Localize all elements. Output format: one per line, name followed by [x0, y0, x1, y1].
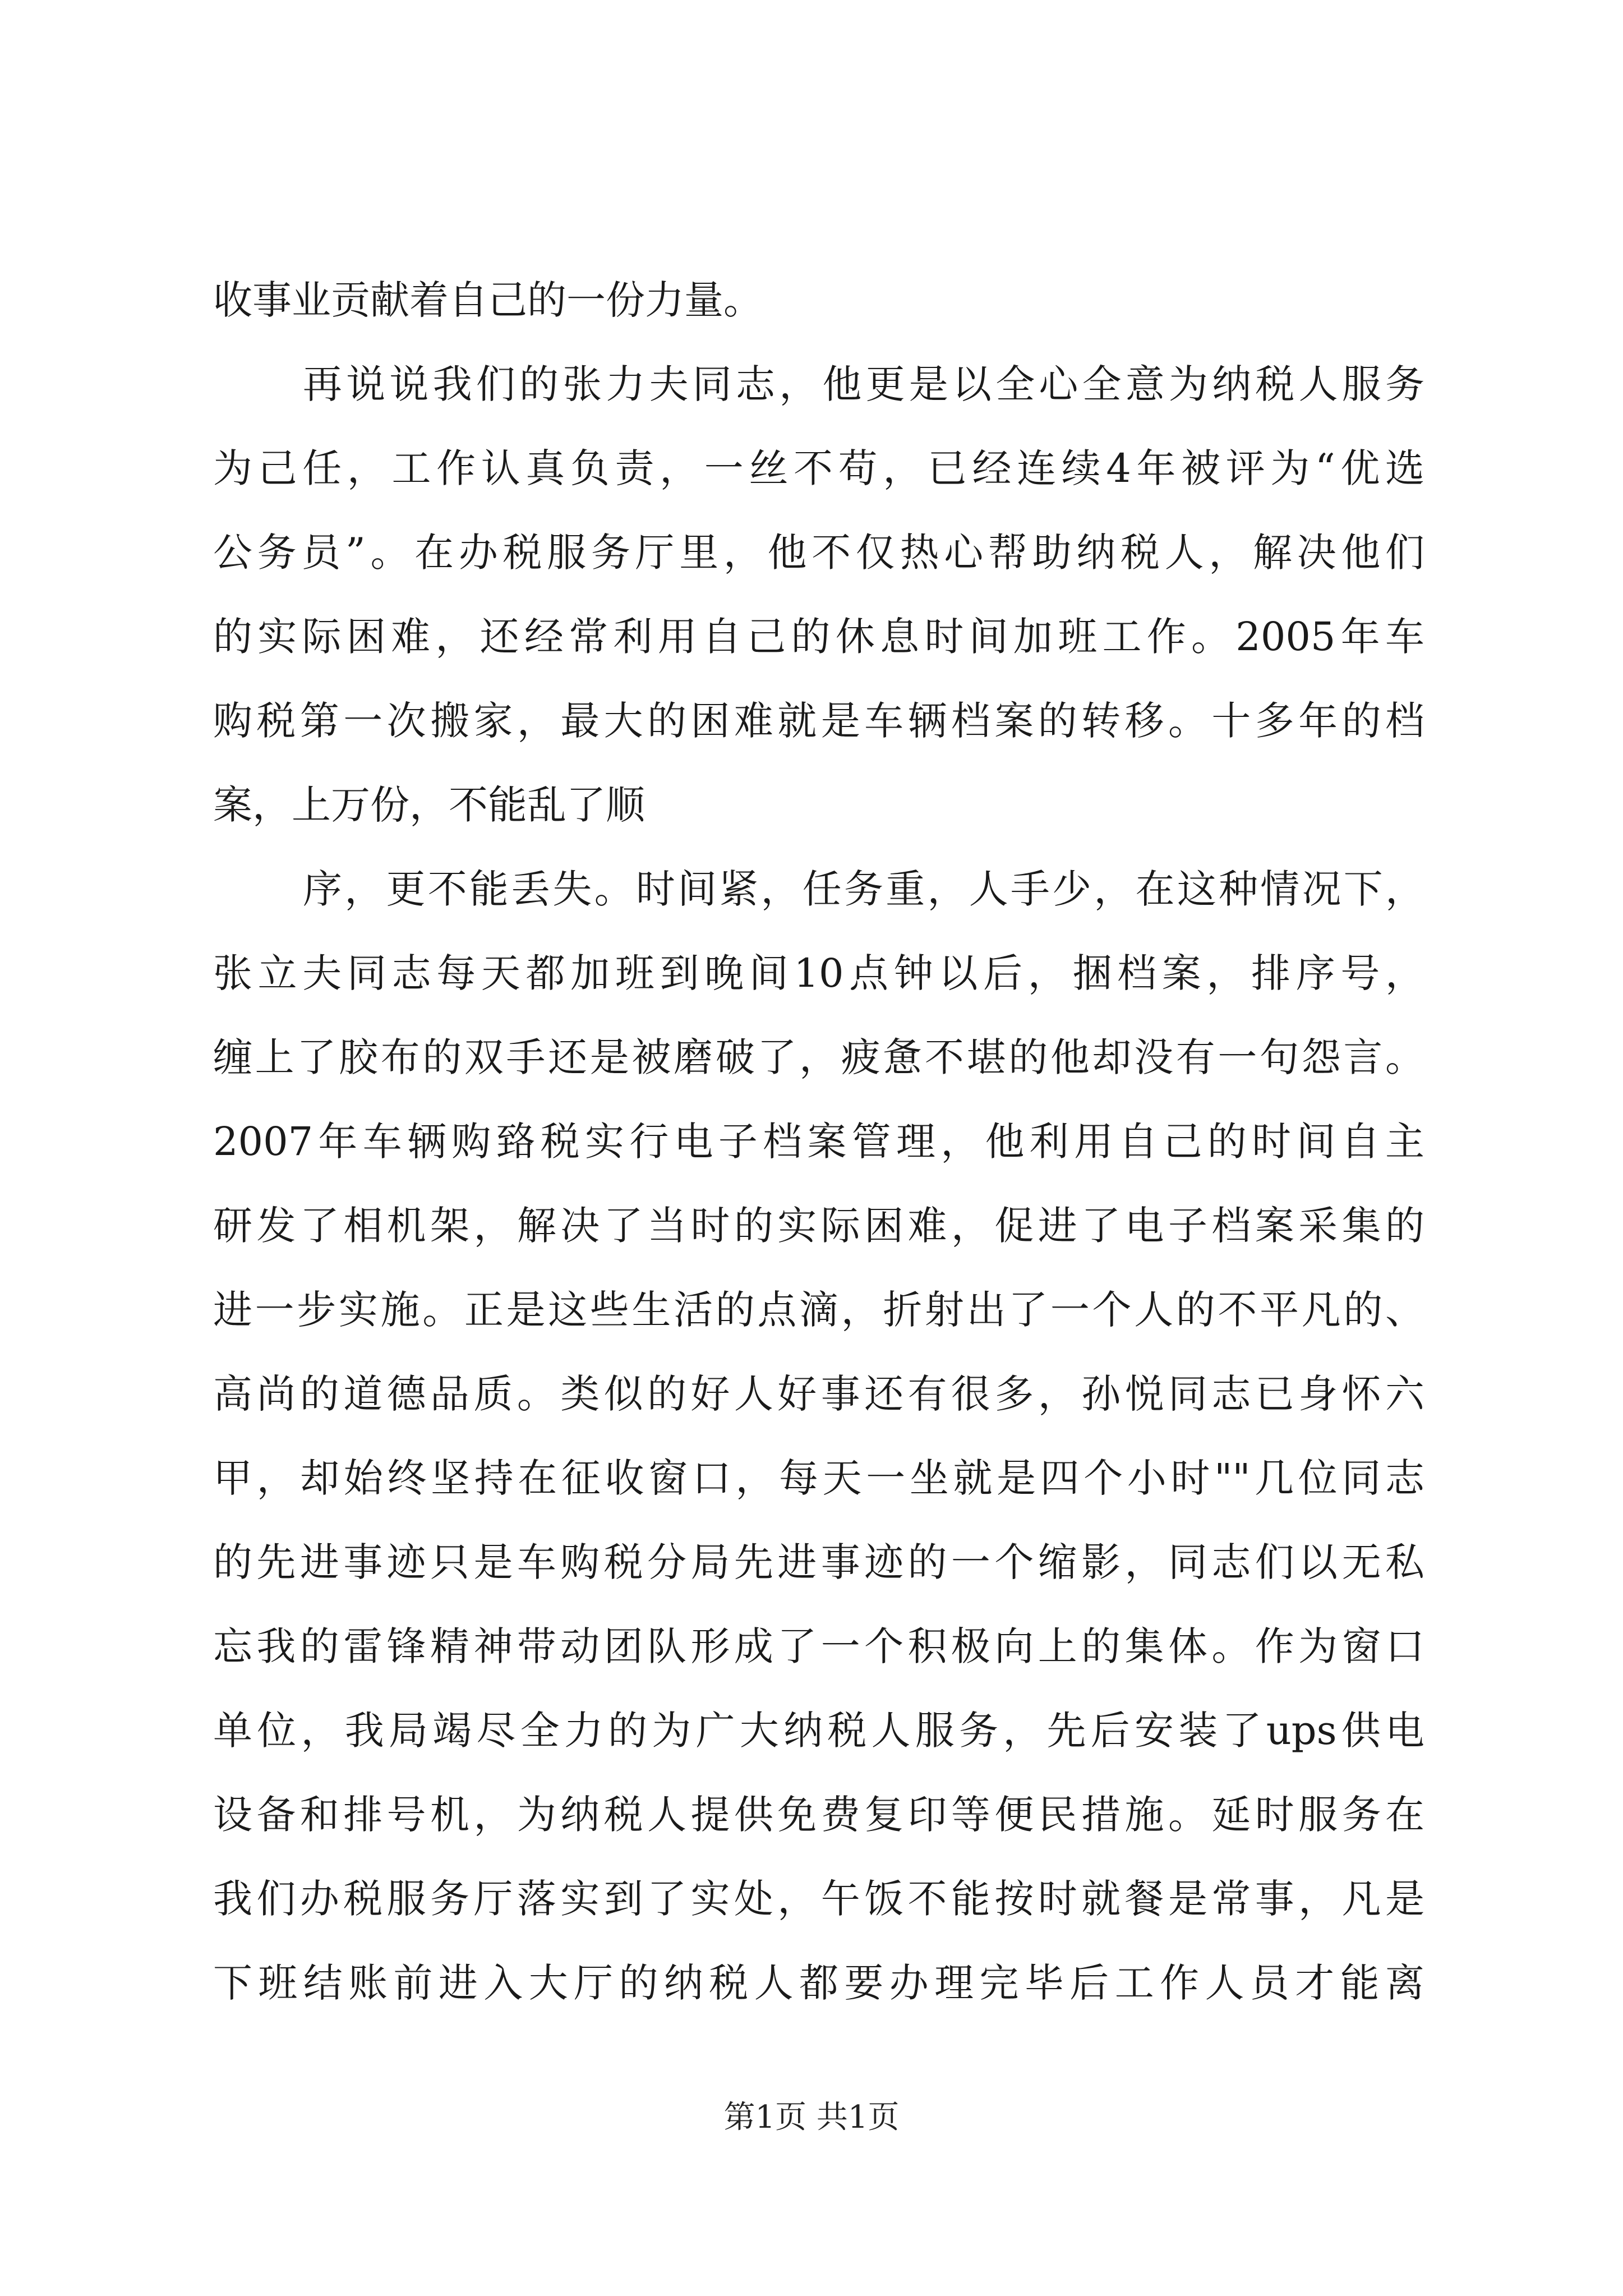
text-line: 的实际困难，还经常利用自己的休息时间加班工作。2005年车	[213, 614, 1424, 660]
text-line: 下班结账前进入大厅的纳税人都要办理完毕后工作人员才能离	[213, 1960, 1424, 2006]
text-line: 收事业贡献着自己的一份力量。	[213, 277, 763, 323]
text-line: 高尚的道德品质。类似的好人好事还有很多，孙悦同志已身怀六	[213, 1371, 1424, 1417]
text-line: 设备和排号机，为纳税人提供免费复印等便民措施。延时服务在	[213, 1792, 1424, 1838]
page-number-footer: 第1页 共1页	[723, 2099, 900, 2136]
text-line: 忘我的雷锋精神带动团队形成了一个积极向上的集体。作为窗口	[213, 1623, 1424, 1669]
text-line: 为己任，工作认真负责，一丝不苟，已经连续4年被评为“优选	[213, 445, 1424, 491]
text-line: 案，上万份，不能乱了顺	[213, 782, 645, 828]
text-line: 我们办税服务厅落实到了实处，午饭不能按时就餐是常事，凡是	[213, 1876, 1424, 1922]
text-line: 2007年车辆购臵税实行电子档案管理，他利用自己的时间自主	[213, 1119, 1424, 1165]
text-line: 张立夫同志每天都加班到晚间10点钟以后，捆档案，排序号，	[213, 950, 1424, 996]
paragraph-start-line: 再说说我们的张力夫同志，他更是以全心全意为纳税人服务	[303, 361, 1424, 407]
paragraph-start-line: 序，更不能丢失。时间紧，任务重，人手少，在这种情况下，	[303, 866, 1424, 912]
text-line: 甲，却始终坚持在征收窗口，每天一坐就是四个小时""几位同志	[213, 1455, 1424, 1501]
text-line: 单位，我局竭尽全力的为广大纳税人服务，先后安装了ups供电	[213, 1708, 1424, 1754]
text-line: 研发了相机架，解决了当时的实际困难，促进了电子档案采集的	[213, 1203, 1424, 1249]
text-line: 购税第一次搬家，最大的困难就是车辆档案的转移。十多年的档	[213, 698, 1424, 744]
text-line: 的先进事迹只是车购税分局先进事迹的一个缩影，同志们以无私	[213, 1539, 1424, 1585]
text-line: 公务员”。在办税服务厅里，他不仅热心帮助纳税人，解决他们	[213, 530, 1424, 576]
text-line: 缠上了胶布的双手还是被磨破了，疲惫不堪的他却没有一句怨言。	[213, 1034, 1424, 1080]
text-line: 进一步实施。正是这些生活的点滴，折射出了一个人的不平凡的、	[213, 1287, 1424, 1333]
